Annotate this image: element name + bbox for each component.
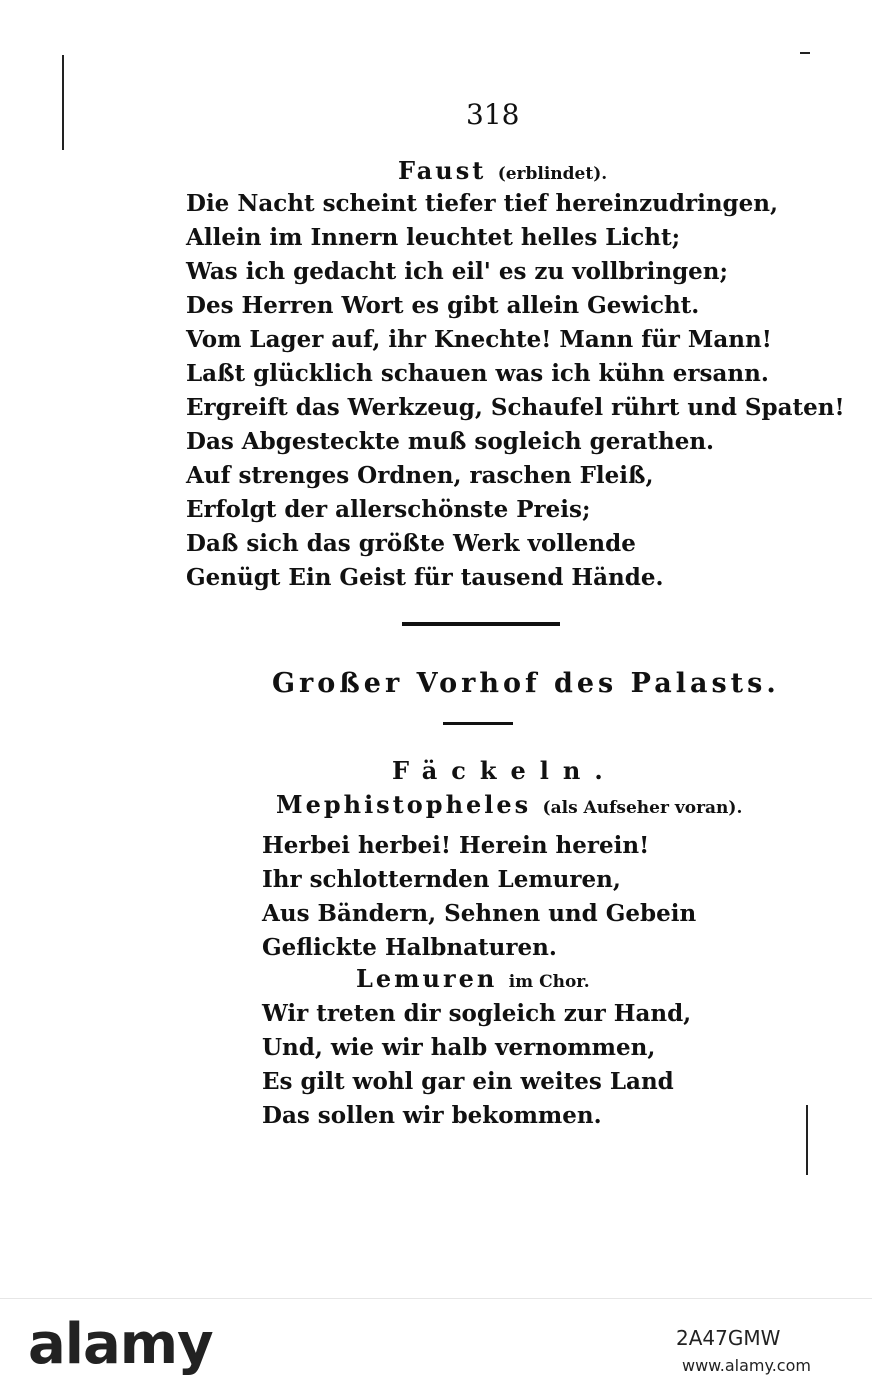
stage-direction: (erblindet).: [497, 164, 608, 184]
speaker-faust: [398, 156, 607, 185]
verse-line: Auf strenges Ordnen, raschen Fleiß,: [186, 462, 654, 489]
verse-line: Des Herren Wort es gibt allein Gewicht.: [186, 292, 700, 319]
verse-line: Herbei herbei! Herein herein!: [262, 832, 650, 859]
page-number: 318: [466, 98, 520, 131]
verse-line: Und, wie wir halb vernommen,: [262, 1034, 656, 1061]
speaker-mephistopheles: [276, 790, 742, 819]
scan-edge-line-right: [806, 1105, 808, 1175]
verse-line: Aus Bändern, Sehnen und Gebein: [262, 900, 697, 927]
alamy-logo: alamy: [28, 1312, 213, 1377]
speaker-name: Lemuren: [356, 964, 498, 993]
verse-line: Geflickte Halbnaturen.: [262, 934, 557, 961]
speaker-name: Mephistopheles: [276, 790, 532, 819]
scan-edge-line-left: [62, 55, 64, 150]
verse-line: Das Abgesteckte muß sogleich gerathen.: [186, 428, 715, 455]
verse-line: Daß sich das größte Werk vollende: [186, 530, 636, 557]
verse-line: Was ich gedacht ich eil' es zu vollbringen;: [186, 258, 728, 285]
speaker-lemuren: [356, 964, 590, 993]
heading-underline: [443, 722, 513, 725]
verse-line: Erfolgt der allerschönste Preis;: [186, 496, 591, 523]
verse-line: Genügt Ein Geist für tausend Hände.: [186, 564, 664, 591]
verse-line: Ihr schlotternden Lemuren,: [262, 866, 621, 893]
site-url: www.alamy.com: [682, 1356, 811, 1375]
stage-heading: Fäckeln.: [392, 756, 617, 785]
verse-line: Ergreift das Werkzeug, Schaufel rührt und Spaten!: [186, 394, 845, 421]
verse-line: Vom Lager auf, ihr Knechte! Mann für Mann!: [186, 326, 772, 353]
verse-line: Es gilt wohl gar ein weites Land: [262, 1068, 674, 1095]
verse-line: Die Nacht scheint tiefer tief hereinzudringen,: [186, 190, 779, 217]
speaker-name: Faust: [398, 156, 487, 185]
scene-heading: Großer Vorhof des Palasts.: [272, 668, 780, 699]
section-divider: [402, 622, 560, 626]
scan-corner-mark: [800, 52, 810, 54]
verse-line: Das sollen wir bekommen.: [262, 1102, 602, 1129]
stage-direction: (als Aufseher voran).: [542, 798, 743, 818]
verse-line: Allein im Innern leuchtet helles Licht;: [186, 224, 681, 251]
verse-line: Laßt glücklich schauen was ich kühn ersann.: [186, 360, 769, 387]
verse-line: Wir treten dir sogleich zur Hand,: [262, 1000, 692, 1027]
stage-direction: im Chor.: [508, 972, 590, 992]
image-id: 2A47GMW: [676, 1326, 781, 1350]
